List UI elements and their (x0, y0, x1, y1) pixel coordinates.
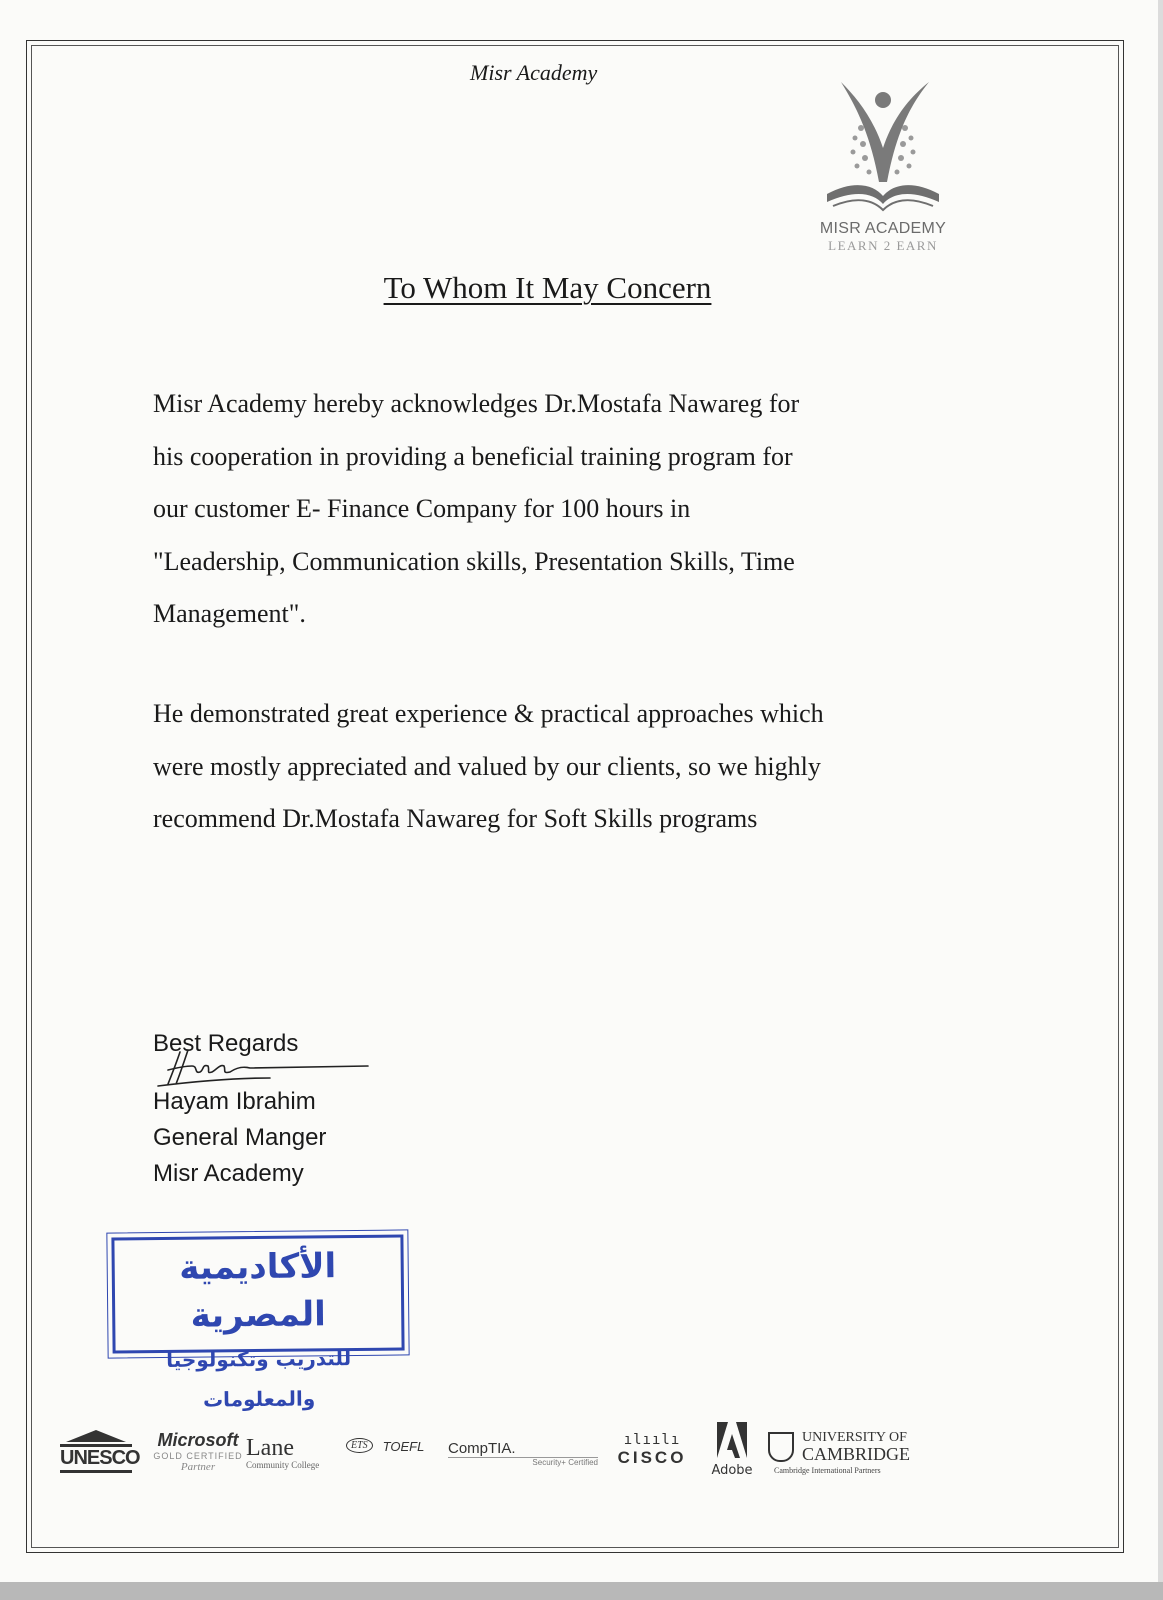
letter-heading: To Whom It May Concern (383, 270, 712, 305)
toefl-logo (346, 1438, 424, 1456)
adobe-a-icon (717, 1422, 747, 1458)
paragraph-1-line: "Leadership, Communication skills, Presentation Skills, Time (153, 546, 795, 576)
signatory-title: General Manger (153, 1124, 327, 1151)
cambridge-line-2: CAMBRIDGE (802, 1444, 911, 1464)
scan-edge-bottom (0, 1582, 1163, 1600)
paragraph-2-line: were mostly appreciated and valued by our clients, so we highly (153, 751, 821, 781)
unesco-logo (60, 1430, 140, 1473)
cisco-logo (612, 1432, 692, 1468)
letterhead-title: Misr Academy (470, 60, 598, 85)
paragraph-1 (153, 378, 953, 641)
cambridge-line-1: UNIVERSITY OF (802, 1430, 907, 1445)
comptia-logo (448, 1440, 598, 1467)
cambridge-crest-icon (768, 1432, 794, 1462)
adobe-logo (710, 1422, 754, 1478)
logo-tagline: LEARN 2 EARN (828, 238, 938, 253)
paragraph-2-line: He demonstrated great experience & practical approaches which (153, 699, 824, 728)
paragraph-2-line: recommend Dr.Mostafa Nawareg for Soft Skills programs (153, 804, 758, 833)
logo-name: MISR ACADEMY (819, 220, 947, 237)
cambridge-line-3: Cambridge International Partners (774, 1466, 881, 1475)
signatory-block (153, 1084, 326, 1192)
stamp-line-2: للتدريب وتكنولوجيا والمعلومات (166, 1346, 352, 1412)
microsoft-badge: GOLD CERTIFIED (153, 1451, 243, 1461)
microsoft-role: Partner (180, 1461, 216, 1473)
comptia-subtitle: Security+ Certified (448, 1457, 598, 1467)
partner-logos (60, 1430, 940, 1500)
paragraph-1-line: his cooperation in providing a beneficial training program for (153, 441, 793, 471)
cisco-name: CISCO (617, 1448, 687, 1467)
lane-name: Lane (246, 1435, 294, 1461)
toefl-name: TOEFL (382, 1439, 425, 1454)
lane-college-logo (246, 1436, 346, 1470)
paragraph-1-line: Management". (153, 599, 306, 628)
cisco-bars-icon: ılıılı (623, 1432, 681, 1448)
adobe-name: Adobe (711, 1463, 753, 1478)
academy-emblem-icon (823, 72, 943, 218)
comptia-name: CompTIA. (448, 1440, 516, 1457)
scan-edge-right (1158, 0, 1163, 1582)
closing-regards: Best Regards (153, 1030, 299, 1057)
stamp-line-1: الأكاديمية المصرية (178, 1246, 337, 1336)
signatory-name: Hayam Ibrahim (153, 1088, 316, 1115)
temple-roof-icon (66, 1430, 126, 1442)
official-stamp (111, 1234, 404, 1412)
ets-badge: ETS (346, 1438, 373, 1453)
paragraph-2 (153, 688, 953, 846)
paragraph-1-line: our customer E- Finance Company for 100 hours in (153, 494, 691, 523)
microsoft-name: Microsoft (157, 1430, 239, 1450)
microsoft-partner-logo (148, 1430, 248, 1473)
signatory-organization: Misr Academy (153, 1160, 304, 1187)
misr-academy-logo (808, 72, 958, 254)
lane-subtitle: Community College (246, 1460, 320, 1470)
paragraph-1-line: Misr Academy hereby acknowledges Dr.Mostafa Nawareg for (153, 389, 800, 418)
unesco-label: UNESCO (60, 1444, 132, 1473)
